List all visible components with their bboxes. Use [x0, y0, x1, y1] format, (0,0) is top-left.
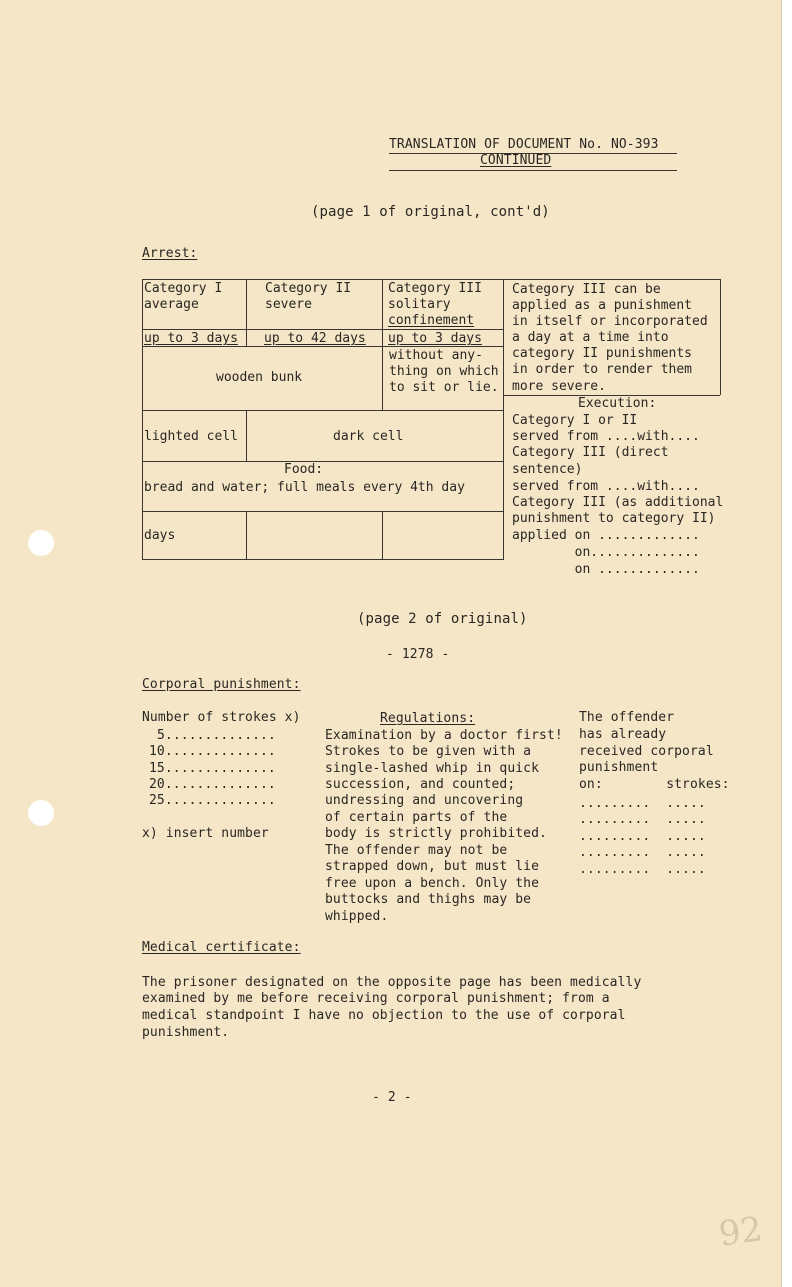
cat3-label: Category III [388, 281, 482, 296]
medical-heading: Medical certificate: [142, 940, 301, 955]
cat3-duration: up to 3 days [388, 331, 482, 346]
food-label: Food: [284, 462, 324, 477]
food-text: bread and water; full meals every 4th day [144, 480, 465, 495]
cat3-bunk-1: without any- [389, 348, 483, 363]
cat1-label: Category I [144, 281, 223, 296]
document-title: TRANSLATION OF DOCUMENT No. NO-393 [389, 137, 659, 152]
strokes-label: Number of strokes x) [142, 710, 301, 725]
cat2-label: Category II [265, 281, 352, 296]
punch-hole-top [28, 530, 54, 556]
arrest-heading: Arrest: [142, 246, 198, 261]
corporal-heading: Corporal punishment: [142, 677, 301, 692]
cat1-duration: up to 3 days [144, 331, 238, 346]
cat3-bunk-2: thing on which [389, 364, 499, 379]
cat2-desc: severe [265, 297, 312, 312]
bunk-cell: wooden bunk [216, 370, 303, 385]
page-footer: - 2 - [372, 1090, 412, 1105]
lighted-cell: lighted cell [144, 429, 238, 444]
page1-note: (page 1 of original, cont'd) [311, 204, 550, 220]
cat2-duration: up to 42 days [264, 331, 366, 346]
execution-label: Execution: [578, 396, 657, 411]
corner-mark: 92 [716, 1209, 765, 1255]
page-marker: - 1278 - [386, 647, 450, 662]
cat3-bunk-3: to sit or lie. [389, 380, 499, 395]
page2-note: (page 2 of original) [357, 611, 528, 627]
days-cell: days [144, 528, 176, 543]
cat3-desc: solitary [388, 297, 451, 312]
subtitle-rule [389, 170, 677, 171]
cat3-desc-2: confinement [388, 313, 475, 328]
document-subtitle: CONTINUED [480, 153, 552, 168]
insert-note: x) insert number [142, 826, 269, 841]
regulations-heading: Regulations: [380, 711, 476, 726]
cat1-desc: average [144, 297, 199, 312]
page-edge [781, 0, 792, 1287]
punch-hole-bottom [28, 800, 54, 826]
dark-cell: dark cell [333, 429, 404, 444]
